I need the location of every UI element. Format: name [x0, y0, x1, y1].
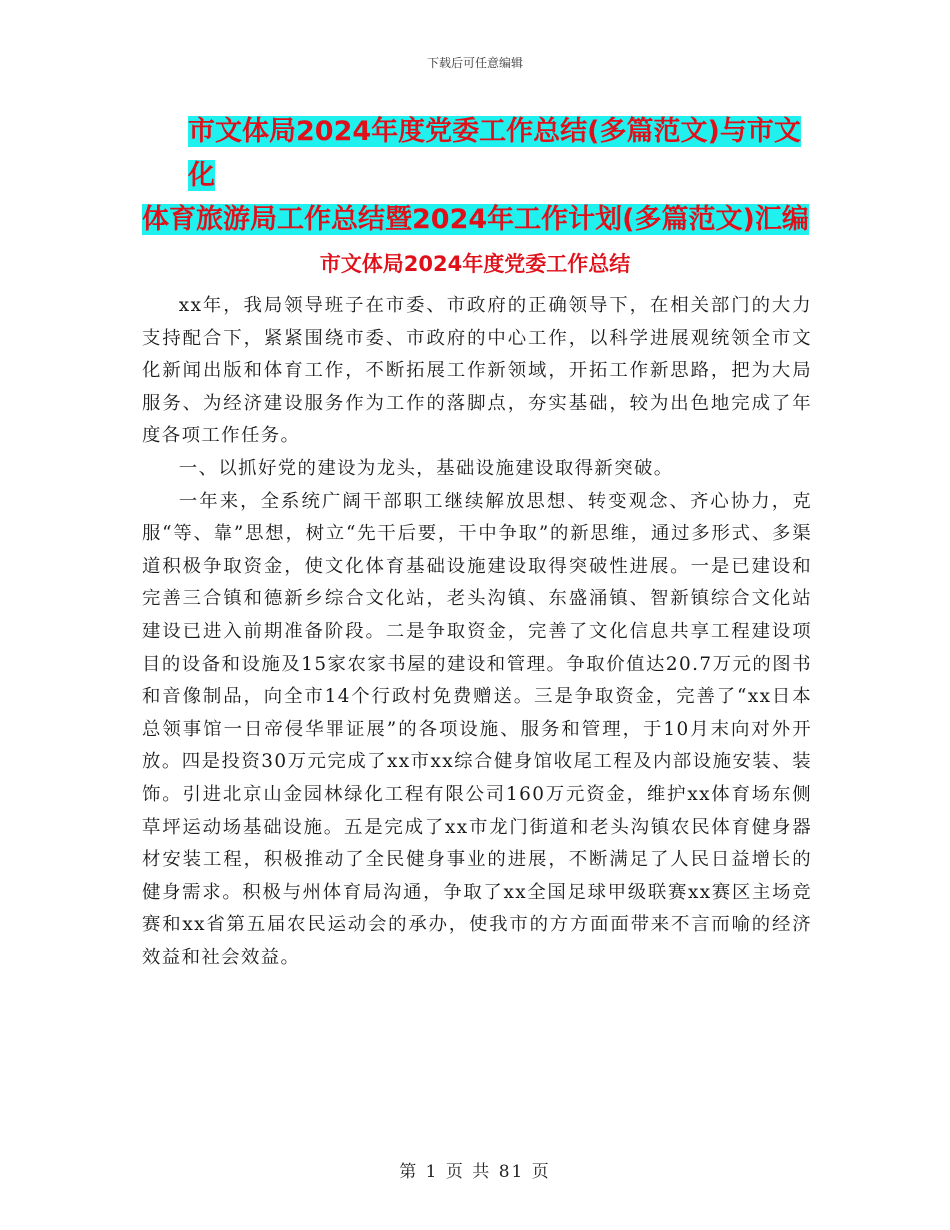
- header-note: 下载后可任意编辑: [426, 56, 523, 70]
- paragraph-body-1: 一年来，全系统广阔干部职工继续解放思想、转变观念、齐心协力，克服“等、靠”思想，树立“先干后要，干中争取”的新思维，通过多形式、多渠道积极争取资金，使文化体育基础设施建设取得突破性进展。一是已建设和完善三合镇和德新乡综合文化站，老头沟镇、东盛涌镇、智新镇综合文化站建设已进入前期准备阶段。二是争取资金，完善了文化信息共享工程建设项目的设备和设施及15家农家书屋的建设和管理。争取价值达20.7万元的图书和音像制品，向全市14个行政村免费赠送。三是争取资金，完善了“xx日本总领事馆一日帝侵华罪证展”的各项设施、服务和管理，于10月末向对外开放。四是投资30万元完成了xx市xx综合健身馆收尾工程及内部设施安装、装饰。引进北京山金园林绿化工程有限公司160万元资金，维护xx体育场东侧草坪运动场基础设施。五是完成了xx市龙门街道和老头沟镇农民体育健身器材安装工程，积极推动了全民健身事业的进展，不断满足了人民日益增长的健身需求。积极与州体育局沟通，争取了xx全国足球甲级联赛xx赛区主场竞赛和xx省第五届农民运动会的承办，使我市的方方面面带来不言而喻的经济效益和社会效益。: [142, 490, 812, 968]
- title-line-1: 市文体局2024年度党委工作总结(多篇范文)与市文化: [188, 116, 801, 191]
- paragraph-heading-1: 一、以抓好党的建设为龙头，基础设施建设取得新突破。: [178, 457, 674, 479]
- paragraph-intro: xx年，我局领导班子在市委、市政府的正确领导下，在相关部门的大力支持配合下，紧紧围绕市委、市政府的中心工作，以科学进展观统领全市文化新闻出版和体育工作，不断拓展工作新领域，开拓工作新思路，把为大局服务、为经济建设服务作为工作的落脚点，夯实基础，较为出色地完成了年度各项工作任务。: [142, 295, 812, 447]
- section-title: 市文体局2024年度党委工作总结: [319, 252, 631, 276]
- title-line-2: 体育旅游局工作总结暨2024年工作计划(多篇范文)汇编: [142, 204, 809, 235]
- page-number: 第 1 页 共 81 页: [399, 1162, 551, 1182]
- document-body: [142, 290, 812, 974]
- document-title: [142, 110, 822, 242]
